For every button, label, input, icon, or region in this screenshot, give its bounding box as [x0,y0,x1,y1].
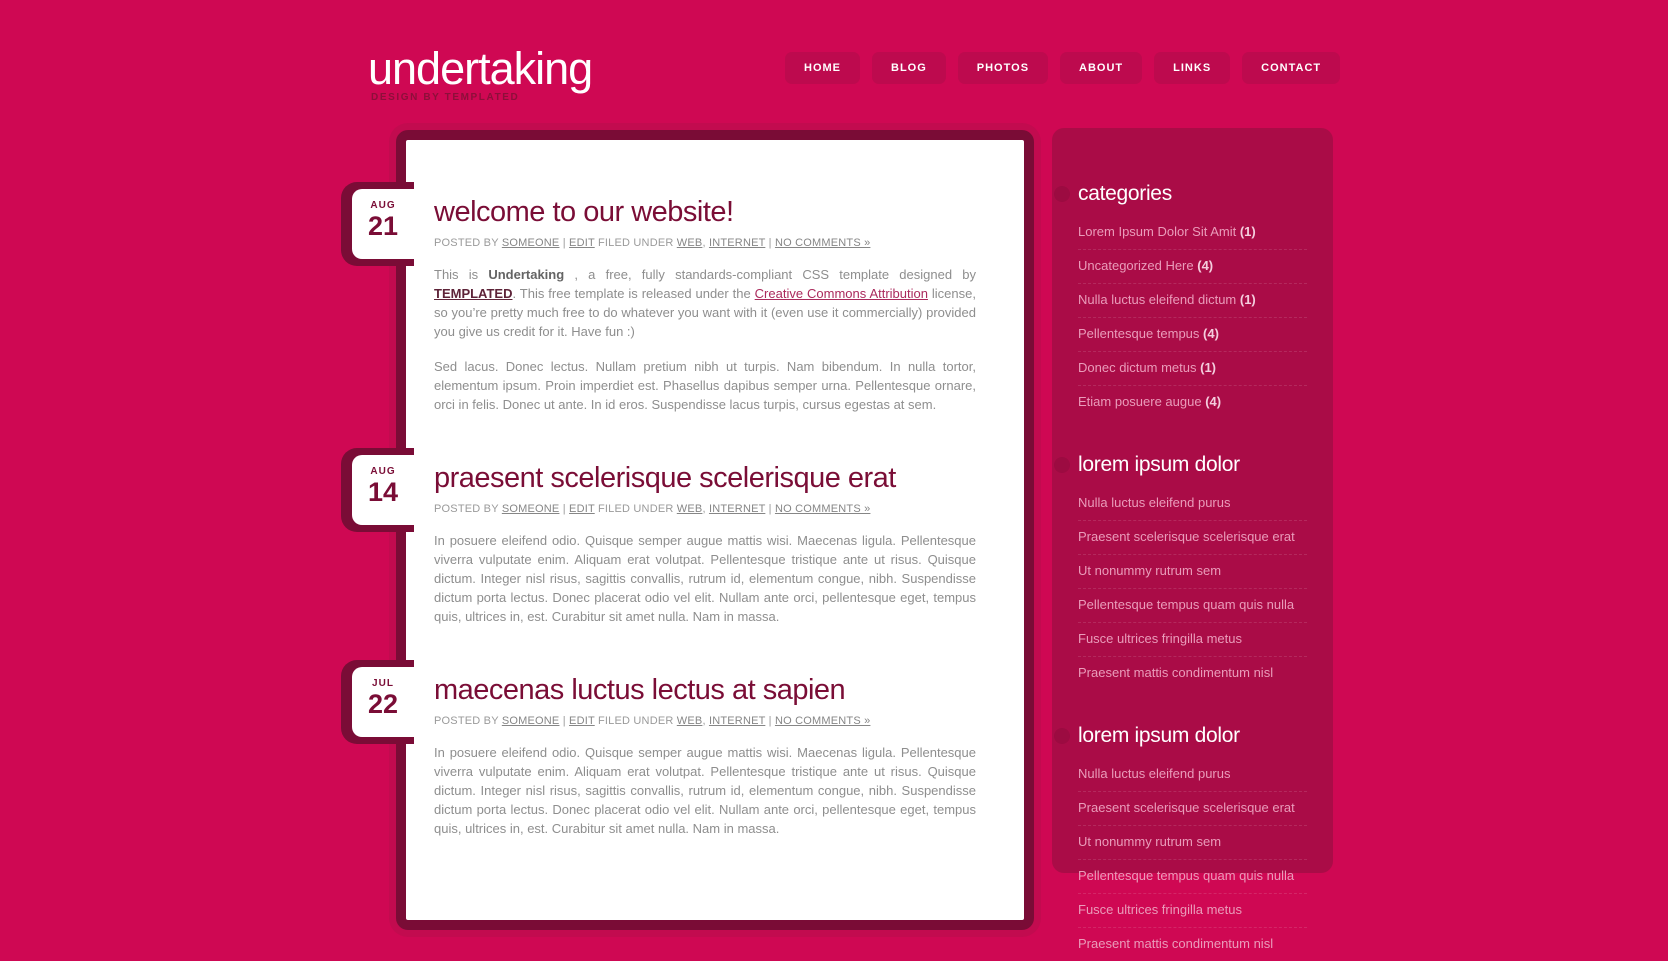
sidebar-section-categories [1078,182,1307,419]
list-item [1078,928,1307,961]
post-date-badge [341,182,414,266]
post-title-link[interactable]: praesent scelerisque scelerisque erat [434,462,896,494]
meta-separator: , [702,503,709,515]
paragraph-text: license, so you’re pretty much free to do whatever you want with it (even use it commercially) provided you give us credit for it. Have fun :) [434,286,976,339]
post-paragraph: Sed lacus. Donec lectus. Nullam pretium nibh ut turpis. Nam bibendum. In nulla tortor, elementum ipsum. Proin imperdiet est. Phasellus dapibus semper urna. Pellentesque ornare, orci in felis. Donec ut ante. In id eros. Suspendisse lacus turpis, cursus egestas at sem. [434,359,976,412]
post-paragraph: In posuere eleifend odio. Quisque semper augue mattis wisi. Maecenas ligula. Pellentesque viverra vulputate enim. Aliquam erat volutpat. Pellentesque tristique ante ut risus. Quisque dictum. Integer nisl risus, sagittis convallis, rutrum id, elementum congue, nibh. Suspendisse dictum porta lectus. Donec placerat odio vel elit. Nullam ante orci, pellentesque eget, tempus quis, ultrices in, est. Curabitur sit amet nulla. Nam in massa. [434,745,976,836]
post-meta [434,715,976,727]
nav-item-home[interactable]: HOME [785,52,860,84]
edit-link[interactable]: EDIT [569,503,595,515]
nav-item-about[interactable]: ABOUT [1060,52,1142,84]
sidebar-link[interactable]: Pellentesque tempus quam quis nulla [1078,868,1295,883]
sidebar-link[interactable]: Praesent scelerisque scelerisque erat [1078,529,1295,544]
sidebar-link[interactable]: Praesent scelerisque scelerisque erat [1078,800,1295,815]
post-date-month: AUG [370,466,396,477]
paragraph-text: This is [434,267,489,282]
list-item [1078,758,1307,792]
category-count: (1) [1239,292,1256,307]
category-list [1078,216,1307,419]
meta-separator: | [559,503,570,515]
blog-post [367,196,976,414]
comments-link[interactable]: NO COMMENTS » [774,715,871,727]
category-count: (4) [1197,258,1214,273]
author-link[interactable]: SOMEONE [501,715,560,727]
paragraph-text: , a free, fully standards-compliant CSS template designed by [564,267,976,282]
sidebar-heading [1078,453,1307,477]
sidebar-heading [1078,182,1307,206]
list-item [1078,623,1307,657]
post-date-badge [341,448,414,532]
sidebar-link[interactable]: Praesent mattis condimentum nisl [1078,665,1274,680]
author-link[interactable]: SOMEONE [501,237,560,249]
meta-separator: | [765,715,775,727]
tag-link-internet[interactable]: INTERNET [708,715,766,727]
post-date [352,189,414,259]
bullet-icon [1054,728,1070,744]
category-label: Lorem Ipsum Dolor Sit Amit [1078,224,1240,239]
category-count: (1) [1200,360,1216,375]
list-item [1078,318,1307,352]
category-count: (1) [1239,224,1256,239]
meta-separator: , [702,715,709,727]
meta-separator: | [765,503,775,515]
sidebar-link[interactable]: Fusce ultrices fringilla metus [1078,902,1242,917]
post-title-link[interactable]: maecenas luctus lectus at sapien [434,674,846,706]
category-label: Pellentesque tempus [1078,326,1204,341]
category-link[interactable] [1078,326,1219,341]
sidebar-heading-text: lorem ipsum dolor [1078,453,1240,476]
post-date-month: AUG [370,200,396,211]
bullet-icon [1054,186,1070,202]
blog-post [367,674,976,838]
meta-separator: , [702,237,709,249]
link-list [1078,758,1307,961]
category-label: Donec dictum metus [1078,360,1201,375]
category-label: Nulla luctus eleifend dictum [1078,292,1240,307]
category-label: Uncategorized Here [1078,258,1198,273]
edit-link[interactable]: EDIT [569,237,595,249]
tag-link-web[interactable]: WEB [676,715,703,727]
post-date [352,667,414,737]
post-meta [434,237,976,249]
site-tagline: DESIGN BY TEMPLATED [371,92,520,103]
meta-separator: | [559,237,570,249]
post-date-day: 14 [367,477,399,507]
list-item [1078,894,1307,928]
post-meta [434,503,976,515]
comments-link[interactable]: NO COMMENTS » [774,237,871,249]
post-paragraph [434,265,976,341]
category-count: (4) [1205,394,1222,409]
blog-post [367,462,976,626]
tag-link-web[interactable]: WEB [676,237,703,249]
tag-link-web[interactable]: WEB [676,503,703,515]
category-link[interactable] [1078,258,1213,273]
sidebar-heading-text: categories [1078,182,1172,205]
meta-separator: | [765,237,775,249]
list-item [1078,555,1307,589]
sidebar-link[interactable]: Nulla luctus eleifend purus [1078,495,1231,510]
post-paragraph: In posuere eleifend odio. Quisque semper augue mattis wisi. Maecenas ligula. Pellentesque viverra vulputate enim. Aliquam erat volutpat. Pellentesque tristique ante ut risus. Quisque dictum. Integer nisl risus, sagittis convallis, rutrum id, elementum congue, nibh. Suspendisse dictum porta lectus. Donec placerat odio vel elit. Nullam ante orci, pellentesque eget, tempus quis, ultrices in, est. Curabitur sit amet nulla. Nam in massa. [434,533,976,624]
post-date-month: JUL [372,678,394,689]
list-item [1078,216,1307,250]
sidebar-link[interactable]: Ut nonummy rutrum sem [1078,834,1222,849]
post-date-day: 21 [367,211,399,241]
edit-link[interactable]: EDIT [569,715,595,727]
sidebar-section-links-1 [1078,453,1307,690]
bullet-icon [1054,457,1070,473]
list-item [1078,521,1307,555]
sidebar-heading [1078,724,1307,748]
list-item [1078,657,1307,690]
sidebar-link[interactable]: Nulla luctus eleifend purus [1078,766,1231,781]
nav-item-contact[interactable]: CONTACT [1242,52,1340,84]
link-list [1078,487,1307,690]
post-date [352,455,414,525]
sidebar-link[interactable]: Ut nonummy rutrum sem [1078,563,1222,578]
sidebar-link[interactable]: Pellentesque tempus quam quis nulla [1078,597,1295,612]
nav-item-photos[interactable]: PHOTOS [958,52,1048,84]
main-nav [785,52,1340,84]
sidebar [1052,128,1333,951]
filed-under-label: FILED UNDER [594,715,677,727]
list-item [1078,860,1307,894]
sidebar-link[interactable]: Fusce ultrices fringilla metus [1078,631,1242,646]
brand-bold-text: Undertaking [488,267,565,282]
tag-link-internet[interactable]: INTERNET [708,237,766,249]
filed-under-label: FILED UNDER [594,503,677,515]
list-item [1078,826,1307,860]
list-item [1078,386,1307,419]
content-panel [367,130,1034,930]
post-date-day: 22 [367,689,399,719]
category-label: Etiam posuere augue [1078,394,1206,409]
list-item [1078,589,1307,623]
tag-link-internet[interactable]: INTERNET [708,503,766,515]
paragraph-text: . This free template is released under the [512,286,755,301]
comments-link[interactable]: NO COMMENTS » [774,503,871,515]
site-logo[interactable]: undertaking [368,43,593,94]
category-link[interactable] [1078,360,1216,375]
category-link[interactable] [1078,292,1256,307]
sidebar-section-links-2 [1078,724,1307,961]
templated-link[interactable]: TEMPLATED [434,286,513,301]
post-title-link[interactable]: welcome to our website! [434,196,734,228]
list-item [1078,250,1307,284]
nav-item-blog[interactable]: BLOG [872,52,946,84]
category-count: (4) [1203,326,1219,341]
posted-by-label: POSTED BY [434,503,502,515]
author-link[interactable]: SOMEONE [501,503,560,515]
list-item [1078,792,1307,826]
posted-by-label: POSTED BY [434,715,502,727]
posted-by-label: POSTED BY [434,237,502,249]
list-item [1078,487,1307,521]
creative-commons-link[interactable]: Creative Commons Attribution [754,286,928,301]
filed-under-label: FILED UNDER [594,237,677,249]
category-link[interactable] [1078,224,1256,239]
meta-separator: | [559,715,570,727]
sidebar-link[interactable]: Praesent mattis condimentum nisl [1078,936,1274,951]
list-item [1078,352,1307,386]
category-link[interactable] [1078,394,1221,409]
list-item [1078,284,1307,318]
nav-item-links[interactable]: LINKS [1154,52,1230,84]
sidebar-heading-text: lorem ipsum dolor [1078,724,1240,747]
post-date-badge [341,660,414,744]
